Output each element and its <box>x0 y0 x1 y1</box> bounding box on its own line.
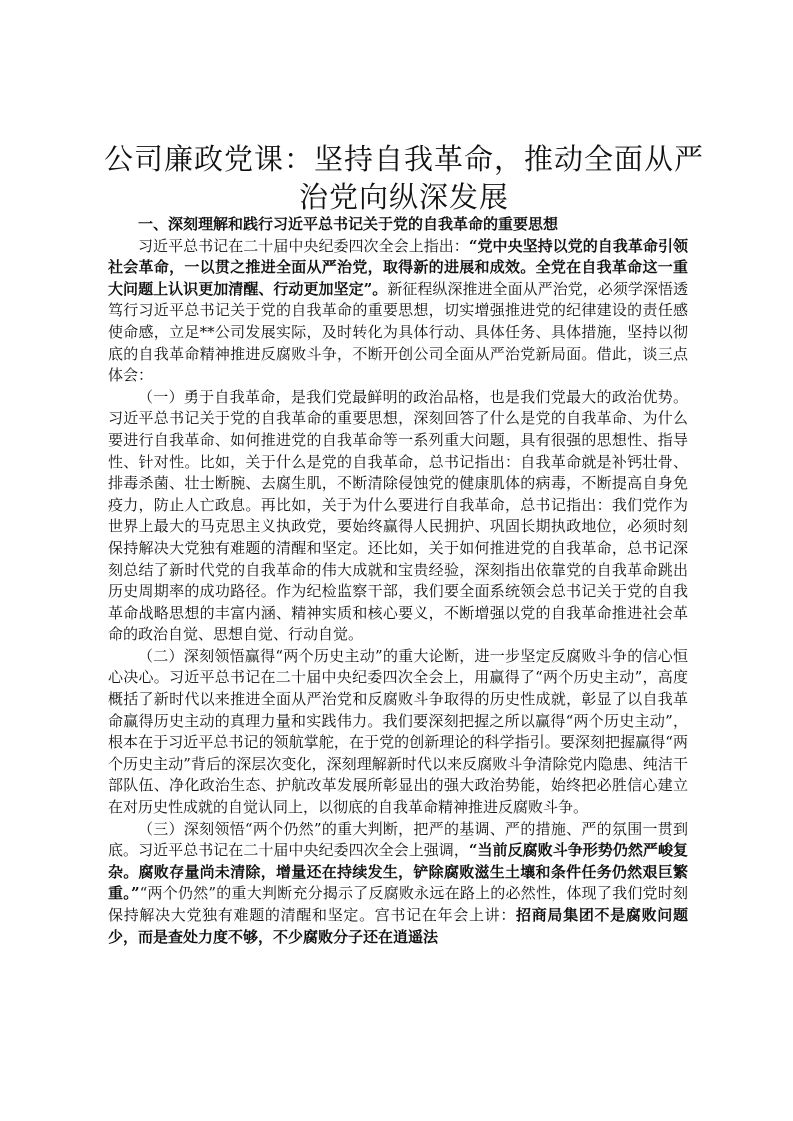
point-2-paragraph: （二）深刻领悟赢得“两个历史主动”的重大论断，进一步坚定反腐败斗争的信心恒心决心。习近平总书记在二十届中央纪委四次全会上，用赢得了“两个历史主动”，高度概括了新时代以来推进全面从严治党和反腐败斗争取得的历史性成就，彰显了以自我革命赢得历史主动的真理力量和实践伟力。我们要深刻把握之所以赢得“两个历史主动”，根本在于习近平总书记的领航掌舵，在于党的创新理论的科学指引。要深刻把握赢得“两个历史主动”背后的深层次变化，深刻理解新时代以来反腐败斗争清除党内隐患、纯洁干部队伍、净化政治生态、护航改革发展所彰显出的强大政治势能，始终把必胜信心建立在对历史性成就的自觉认同上，以彻底的自我革命精神推进反腐败斗争。 <box>108 646 688 817</box>
document-body <box>108 214 688 948</box>
intro-text-2: 新征程纵深推进全面从严治党，必须学深悟透笃行习近平总书记关于党的自我革命的重要思想，切实增强推进党的纪律建设的责任感使命感，立足**公司发展实际，及时转化为具体行动、具体任务、具体措施，坚持以彻底的自我革命精神推进反腐败斗争，不断开创公司全面从严治党新局面。借此，谈三点体会： <box>108 279 688 385</box>
point-3-quote-bold: “当前反腐败斗争形势仍然严峻复杂。腐败存量尚未清除，增量还在持续发生，铲除腐败滋生土壤和条件任务仍然艰巨繁重。” <box>108 841 688 903</box>
intro-text-1: 习近平总书记在二十届中央纪委四次全会上指出： <box>138 236 469 255</box>
point-3-text-1: （三）深刻领悟“两个仍然”的重大判断，把严的基调、严的措施、严的氛围一贯到底。习近平总书记在二十届中央纪委四次全会上强调， <box>108 819 688 860</box>
intro-quote-bold: “党中央坚持以党的自我革命引领社会革命，一以贯之推进全面从严治党，取得新的进展和成效。全党在自我革命这一重大问题上认识更加清醒、行动更加坚定”。 <box>108 236 688 298</box>
document-title: 公司廉政党课：坚持自我革命，推动全面从严治党向纵深发展 <box>104 142 705 214</box>
point-3-paragraph <box>108 819 688 949</box>
intro-paragraph <box>108 236 688 387</box>
point-3-text-2: “两个仍然”的重大判断充分揭示了反腐败永远在路上的必然性，体现了我们党时刻保持解决大党独有难题的清醒和坚定。宫书记在年会上讲： <box>108 884 688 924</box>
point-3-bold-2: 招商局集团不是腐败问题少，而是查处力度不够，不少腐败分子还在逍遥法 <box>108 906 688 946</box>
point-1-paragraph: （一）勇于自我革命，是我们党最鲜明的政治品格，也是我们党最大的政治优势。习近平总书记关于党的自我革命的重要思想，深刻回答了什么是党的自我革命、为什么要进行自我革命、如何推进党的自我革命等一系列重大问题，具有很强的思想性、指导性、针对性。比如，关于什么是党的自我革命，总书记指出：自我革命就是补钙壮骨、排毒杀菌、壮士断腕、去腐生肌，不断清除侵蚀党的健康肌体的病毒，不断提高自身免疫力，防止人亡政息。再比如，关于为什么要进行自我革命，总书记指出：我们党作为世界上最大的马克思主义执政党，要始终赢得人民拥护、巩固长期执政地位，必须时刻保持解决大党独有难题的清醒和坚定。还比如，关于如何推进党的自我革命，总书记深刻总结了新时代党的自我革命的伟大成就和宝贵经验，深刻指出依靠党的自我革命跳出历史周期率的成功路径。作为纪检监察干部，我们要全面系统领会总书记关于党的自我革命战略思想的丰富内涵、精神实质和核心要义，不断增强以党的自我革命推进社会革命的政治自觉、思想自觉、行动自觉。 <box>108 387 688 644</box>
section-heading: 一、深刻理解和践行习近平总书记关于党的自我革命的重要思想 <box>138 215 559 233</box>
